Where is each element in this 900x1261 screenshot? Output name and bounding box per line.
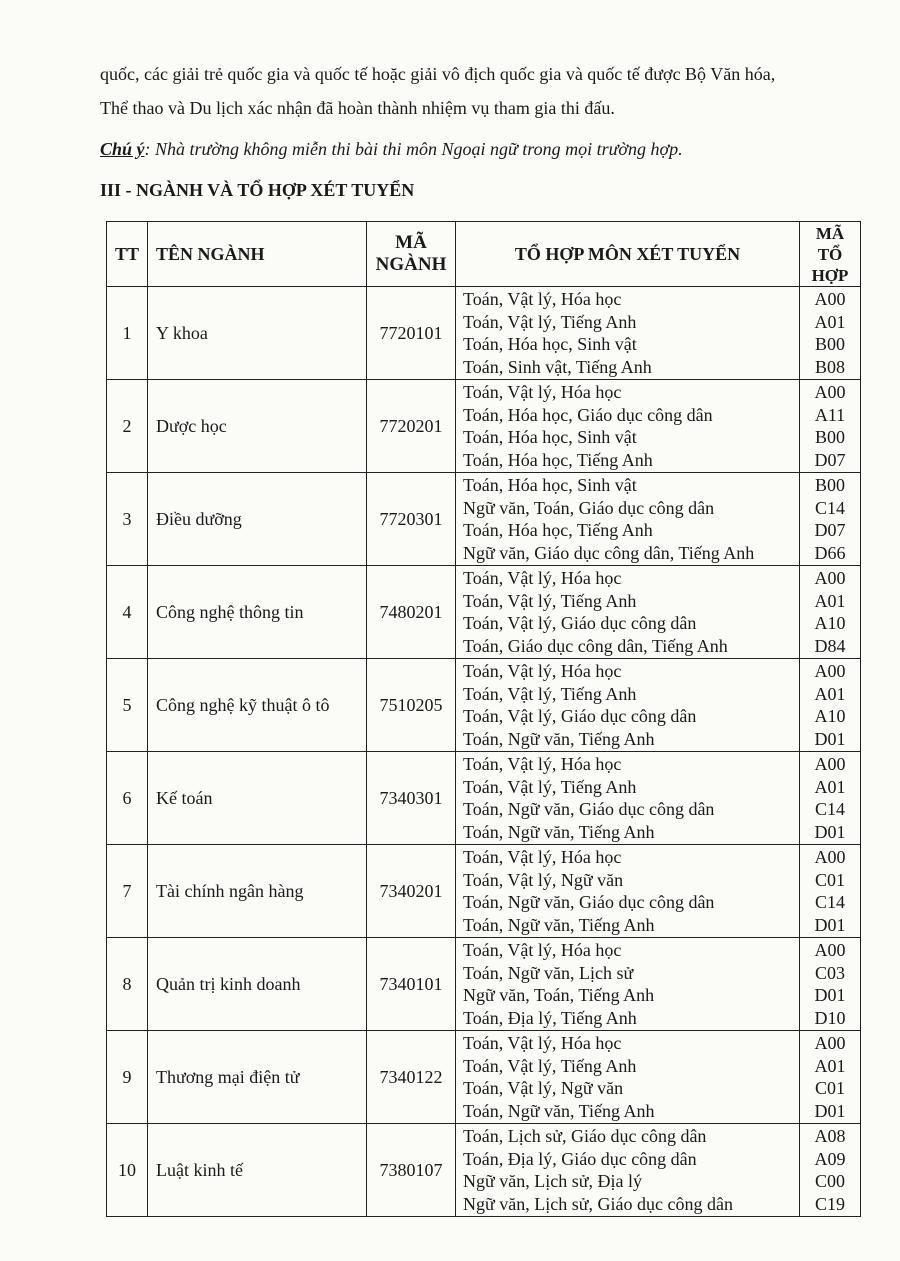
subject-combination: Ngữ văn, Lịch sử, Giáo dục công dân bbox=[463, 1193, 733, 1214]
combination-code: C14 bbox=[814, 799, 845, 819]
major-name: Kế toán bbox=[148, 752, 367, 845]
major-code: 7720301 bbox=[367, 473, 456, 566]
combination-code: D10 bbox=[814, 1007, 846, 1028]
subject-combination: Toán, Vật lý, Hóa học bbox=[463, 940, 622, 960]
subject-combination: Toán, Vật lý, Hóa học bbox=[463, 382, 622, 402]
major-code: 7510205 bbox=[367, 659, 456, 752]
row-number: 9 bbox=[107, 1031, 148, 1124]
intro-line-2: Thể thao và Du lịch xác nhận đã hoàn thành nhiệm vụ tham gia thi đấu. bbox=[100, 98, 615, 118]
note-text: : Nhà trường không miễn thi bài thi môn Ngoại ngữ trong mọi trường hợp. bbox=[144, 139, 683, 159]
intro-line-1: quốc, các giải trẻ quốc gia và quốc tế hoặc giải vô địch quốc gia và quốc tế được Bộ Văn hóa, bbox=[100, 64, 776, 84]
combination-code: B08 bbox=[814, 356, 845, 377]
combination-code: D07 bbox=[814, 520, 846, 540]
header-code bbox=[367, 222, 456, 287]
subject-combinations bbox=[456, 1031, 800, 1124]
subject-combination: Ngữ văn, Lịch sử, Địa lý bbox=[463, 1171, 642, 1191]
admission-table bbox=[106, 221, 861, 1217]
subject-combination: Toán, Vật lý, Hóa học bbox=[463, 1033, 622, 1053]
combination-code: B00 bbox=[814, 475, 845, 495]
subject-combination: Toán, Hóa học, Tiếng Anh bbox=[463, 520, 653, 540]
major-code: 7340301 bbox=[367, 752, 456, 845]
subject-combination: Toán, Sinh vật, Tiếng Anh bbox=[463, 356, 652, 377]
table-row bbox=[107, 659, 861, 752]
combination-codes bbox=[800, 473, 861, 566]
major-name: Tài chính ngân hàng bbox=[148, 845, 367, 938]
row-number: 3 bbox=[107, 473, 148, 566]
combination-code: A10 bbox=[814, 706, 846, 726]
subject-combination: Toán, Vật lý, Hóa học bbox=[463, 568, 622, 588]
combination-code: C19 bbox=[814, 1193, 845, 1214]
combination-code: D66 bbox=[814, 542, 846, 563]
combination-code: A00 bbox=[814, 1033, 846, 1053]
subject-combination: Ngữ văn, Giáo dục công dân, Tiếng Anh bbox=[463, 542, 755, 563]
combination-codes bbox=[800, 566, 861, 659]
subject-combination: Toán, Hóa học, Sinh vật bbox=[463, 475, 637, 495]
combination-code: A00 bbox=[814, 847, 846, 867]
combination-code: D01 bbox=[814, 985, 846, 1005]
subject-combinations bbox=[456, 287, 800, 380]
header-tt: TT bbox=[107, 222, 148, 287]
table-row bbox=[107, 380, 861, 473]
subject-combination: Toán, Hóa học, Sinh vật bbox=[463, 427, 637, 447]
section-heading: III - NGÀNH VÀ TỔ HỢP XÉT TUYỂN bbox=[100, 180, 415, 200]
subject-combination: Toán, Vật lý, Hóa học bbox=[463, 661, 622, 681]
combination-code: A08 bbox=[814, 1126, 846, 1146]
subject-combination: Toán, Hóa học, Giáo dục công dân bbox=[463, 404, 713, 425]
combination-code: A01 bbox=[814, 1055, 846, 1076]
header-mcode bbox=[800, 222, 861, 287]
major-code: 7340122 bbox=[367, 1031, 456, 1124]
subject-combination: Toán, Địa lý, Giáo dục công dân bbox=[463, 1148, 697, 1169]
major-name: Công nghệ thông tin bbox=[148, 566, 367, 659]
combination-code: A10 bbox=[814, 613, 846, 633]
combination-code: A00 bbox=[814, 661, 846, 681]
combination-code: C01 bbox=[814, 869, 845, 890]
subject-combination: Toán, Vật lý, Ngữ văn bbox=[463, 1078, 624, 1098]
combination-code: A00 bbox=[814, 382, 846, 402]
subject-combination: Toán, Vật lý, Tiếng Anh bbox=[463, 311, 637, 332]
subject-combination: Toán, Ngữ văn, Tiếng Anh bbox=[463, 728, 655, 749]
subject-combination: Ngữ văn, Toán, Tiếng Anh bbox=[463, 985, 655, 1005]
subject-combination: Toán, Ngữ văn, Giáo dục công dân bbox=[463, 799, 715, 819]
table-row bbox=[107, 1124, 861, 1217]
major-code: 7480201 bbox=[367, 566, 456, 659]
combination-code: C14 bbox=[814, 497, 845, 518]
combination-code: A09 bbox=[814, 1148, 846, 1169]
table-row bbox=[107, 1031, 861, 1124]
major-name: Dược học bbox=[148, 380, 367, 473]
subject-combination: Toán, Vật lý, Tiếng Anh bbox=[463, 590, 637, 611]
header-mcode-line-1: MÃ bbox=[815, 223, 845, 243]
combination-code: A01 bbox=[814, 683, 846, 704]
subject-combinations bbox=[456, 659, 800, 752]
header-combo: TỔ HỢP MÔN XÉT TUYỂN bbox=[456, 222, 800, 287]
row-number: 1 bbox=[107, 287, 148, 380]
row-number: 5 bbox=[107, 659, 148, 752]
subject-combination: Toán, Lịch sử, Giáo dục công dân bbox=[463, 1126, 707, 1146]
subject-combination: Toán, Vật lý, Tiếng Anh bbox=[463, 1055, 637, 1076]
subject-combination: Toán, Hóa học, Tiếng Anh bbox=[463, 449, 653, 470]
subject-combination: Toán, Vật lý, Tiếng Anh bbox=[463, 683, 637, 704]
combination-codes bbox=[800, 659, 861, 752]
major-code: 7380107 bbox=[367, 1124, 456, 1217]
combination-codes bbox=[800, 287, 861, 380]
table-row bbox=[107, 287, 861, 380]
subject-combination: Toán, Vật lý, Giáo dục công dân bbox=[463, 706, 697, 726]
row-number: 4 bbox=[107, 566, 148, 659]
combination-code: C03 bbox=[814, 962, 845, 983]
subject-combination: Toán, Vật lý, Giáo dục công dân bbox=[463, 613, 697, 633]
combination-code: C00 bbox=[814, 1171, 845, 1191]
row-number: 7 bbox=[107, 845, 148, 938]
major-name: Thương mại điện tử bbox=[148, 1031, 367, 1124]
combination-codes bbox=[800, 1031, 861, 1124]
combination-code: A01 bbox=[814, 590, 846, 611]
table-row bbox=[107, 566, 861, 659]
major-code: 7340101 bbox=[367, 938, 456, 1031]
subject-combinations bbox=[456, 752, 800, 845]
combination-code: D01 bbox=[814, 821, 846, 842]
combination-code: D01 bbox=[814, 728, 846, 749]
combination-code: C01 bbox=[814, 1078, 845, 1098]
subject-combination: Toán, Giáo dục công dân, Tiếng Anh bbox=[463, 635, 728, 656]
table-row bbox=[107, 752, 861, 845]
table-header-row bbox=[107, 222, 861, 287]
subject-combinations bbox=[456, 938, 800, 1031]
combination-code: D01 bbox=[814, 914, 846, 935]
combination-code: D07 bbox=[814, 449, 846, 470]
table-row bbox=[107, 473, 861, 566]
subject-combinations bbox=[456, 473, 800, 566]
subject-combination: Toán, Ngữ văn, Tiếng Anh bbox=[463, 1100, 655, 1121]
row-number: 6 bbox=[107, 752, 148, 845]
subject-combination: Toán, Ngữ văn, Tiếng Anh bbox=[463, 914, 655, 935]
combination-code: D01 bbox=[814, 1100, 846, 1121]
row-number: 8 bbox=[107, 938, 148, 1031]
subject-combination: Toán, Ngữ văn, Tiếng Anh bbox=[463, 821, 655, 842]
combination-code: A00 bbox=[814, 568, 846, 588]
subject-combination: Toán, Hóa học, Sinh vật bbox=[463, 334, 637, 354]
combination-codes bbox=[800, 752, 861, 845]
subject-combination: Toán, Vật lý, Hóa học bbox=[463, 847, 622, 867]
subject-combinations bbox=[456, 1124, 800, 1217]
combination-code: A11 bbox=[814, 404, 846, 425]
major-name: Điều dưỡng bbox=[148, 473, 367, 566]
combination-codes bbox=[800, 380, 861, 473]
header-mcode-line-3: HỢP bbox=[811, 265, 849, 285]
subject-combination: Toán, Vật lý, Hóa học bbox=[463, 289, 622, 309]
combination-code: D84 bbox=[814, 635, 846, 656]
header-code-line-1: MÃ bbox=[395, 232, 427, 253]
combination-code: A00 bbox=[814, 289, 846, 309]
header-mcode-line-2: TỔ bbox=[817, 244, 843, 264]
subject-combinations bbox=[456, 845, 800, 938]
subject-combination: Toán, Vật lý, Tiếng Anh bbox=[463, 776, 637, 797]
note-label: Chú ý bbox=[100, 139, 145, 159]
subject-combination: Toán, Vật lý, Ngữ văn bbox=[463, 869, 624, 890]
row-number: 2 bbox=[107, 380, 148, 473]
subject-combinations bbox=[456, 566, 800, 659]
subject-combination: Toán, Địa lý, Tiếng Anh bbox=[463, 1007, 637, 1028]
major-name: Luật kinh tế bbox=[148, 1124, 367, 1217]
combination-code: A00 bbox=[814, 754, 846, 774]
subject-combination: Toán, Ngữ văn, Giáo dục công dân bbox=[463, 892, 715, 912]
major-code: 7720101 bbox=[367, 287, 456, 380]
major-name: Y khoa bbox=[148, 287, 367, 380]
table-row bbox=[107, 938, 861, 1031]
combination-code: C14 bbox=[814, 892, 845, 912]
header-name: TÊN NGÀNH bbox=[148, 222, 367, 287]
combination-codes bbox=[800, 1124, 861, 1217]
note bbox=[100, 139, 683, 160]
table-row bbox=[107, 845, 861, 938]
combination-code: A01 bbox=[814, 776, 846, 797]
major-name: Công nghệ kỹ thuật ô tô bbox=[148, 659, 367, 752]
subject-combination: Toán, Ngữ văn, Lịch sử bbox=[463, 962, 634, 983]
header-code-line-2: NGÀNH bbox=[375, 254, 447, 275]
major-name: Quản trị kinh doanh bbox=[148, 938, 367, 1031]
row-number: 10 bbox=[107, 1124, 148, 1217]
subject-combination: Toán, Vật lý, Hóa học bbox=[463, 754, 622, 774]
combination-code: A01 bbox=[814, 311, 846, 332]
combination-code: A00 bbox=[814, 940, 846, 960]
major-code: 7340201 bbox=[367, 845, 456, 938]
combination-code: B00 bbox=[814, 334, 845, 354]
combination-codes bbox=[800, 938, 861, 1031]
subject-combination: Ngữ văn, Toán, Giáo dục công dân bbox=[463, 497, 715, 518]
combination-code: B00 bbox=[814, 427, 845, 447]
combination-codes bbox=[800, 845, 861, 938]
major-code: 7720201 bbox=[367, 380, 456, 473]
subject-combinations bbox=[456, 380, 800, 473]
